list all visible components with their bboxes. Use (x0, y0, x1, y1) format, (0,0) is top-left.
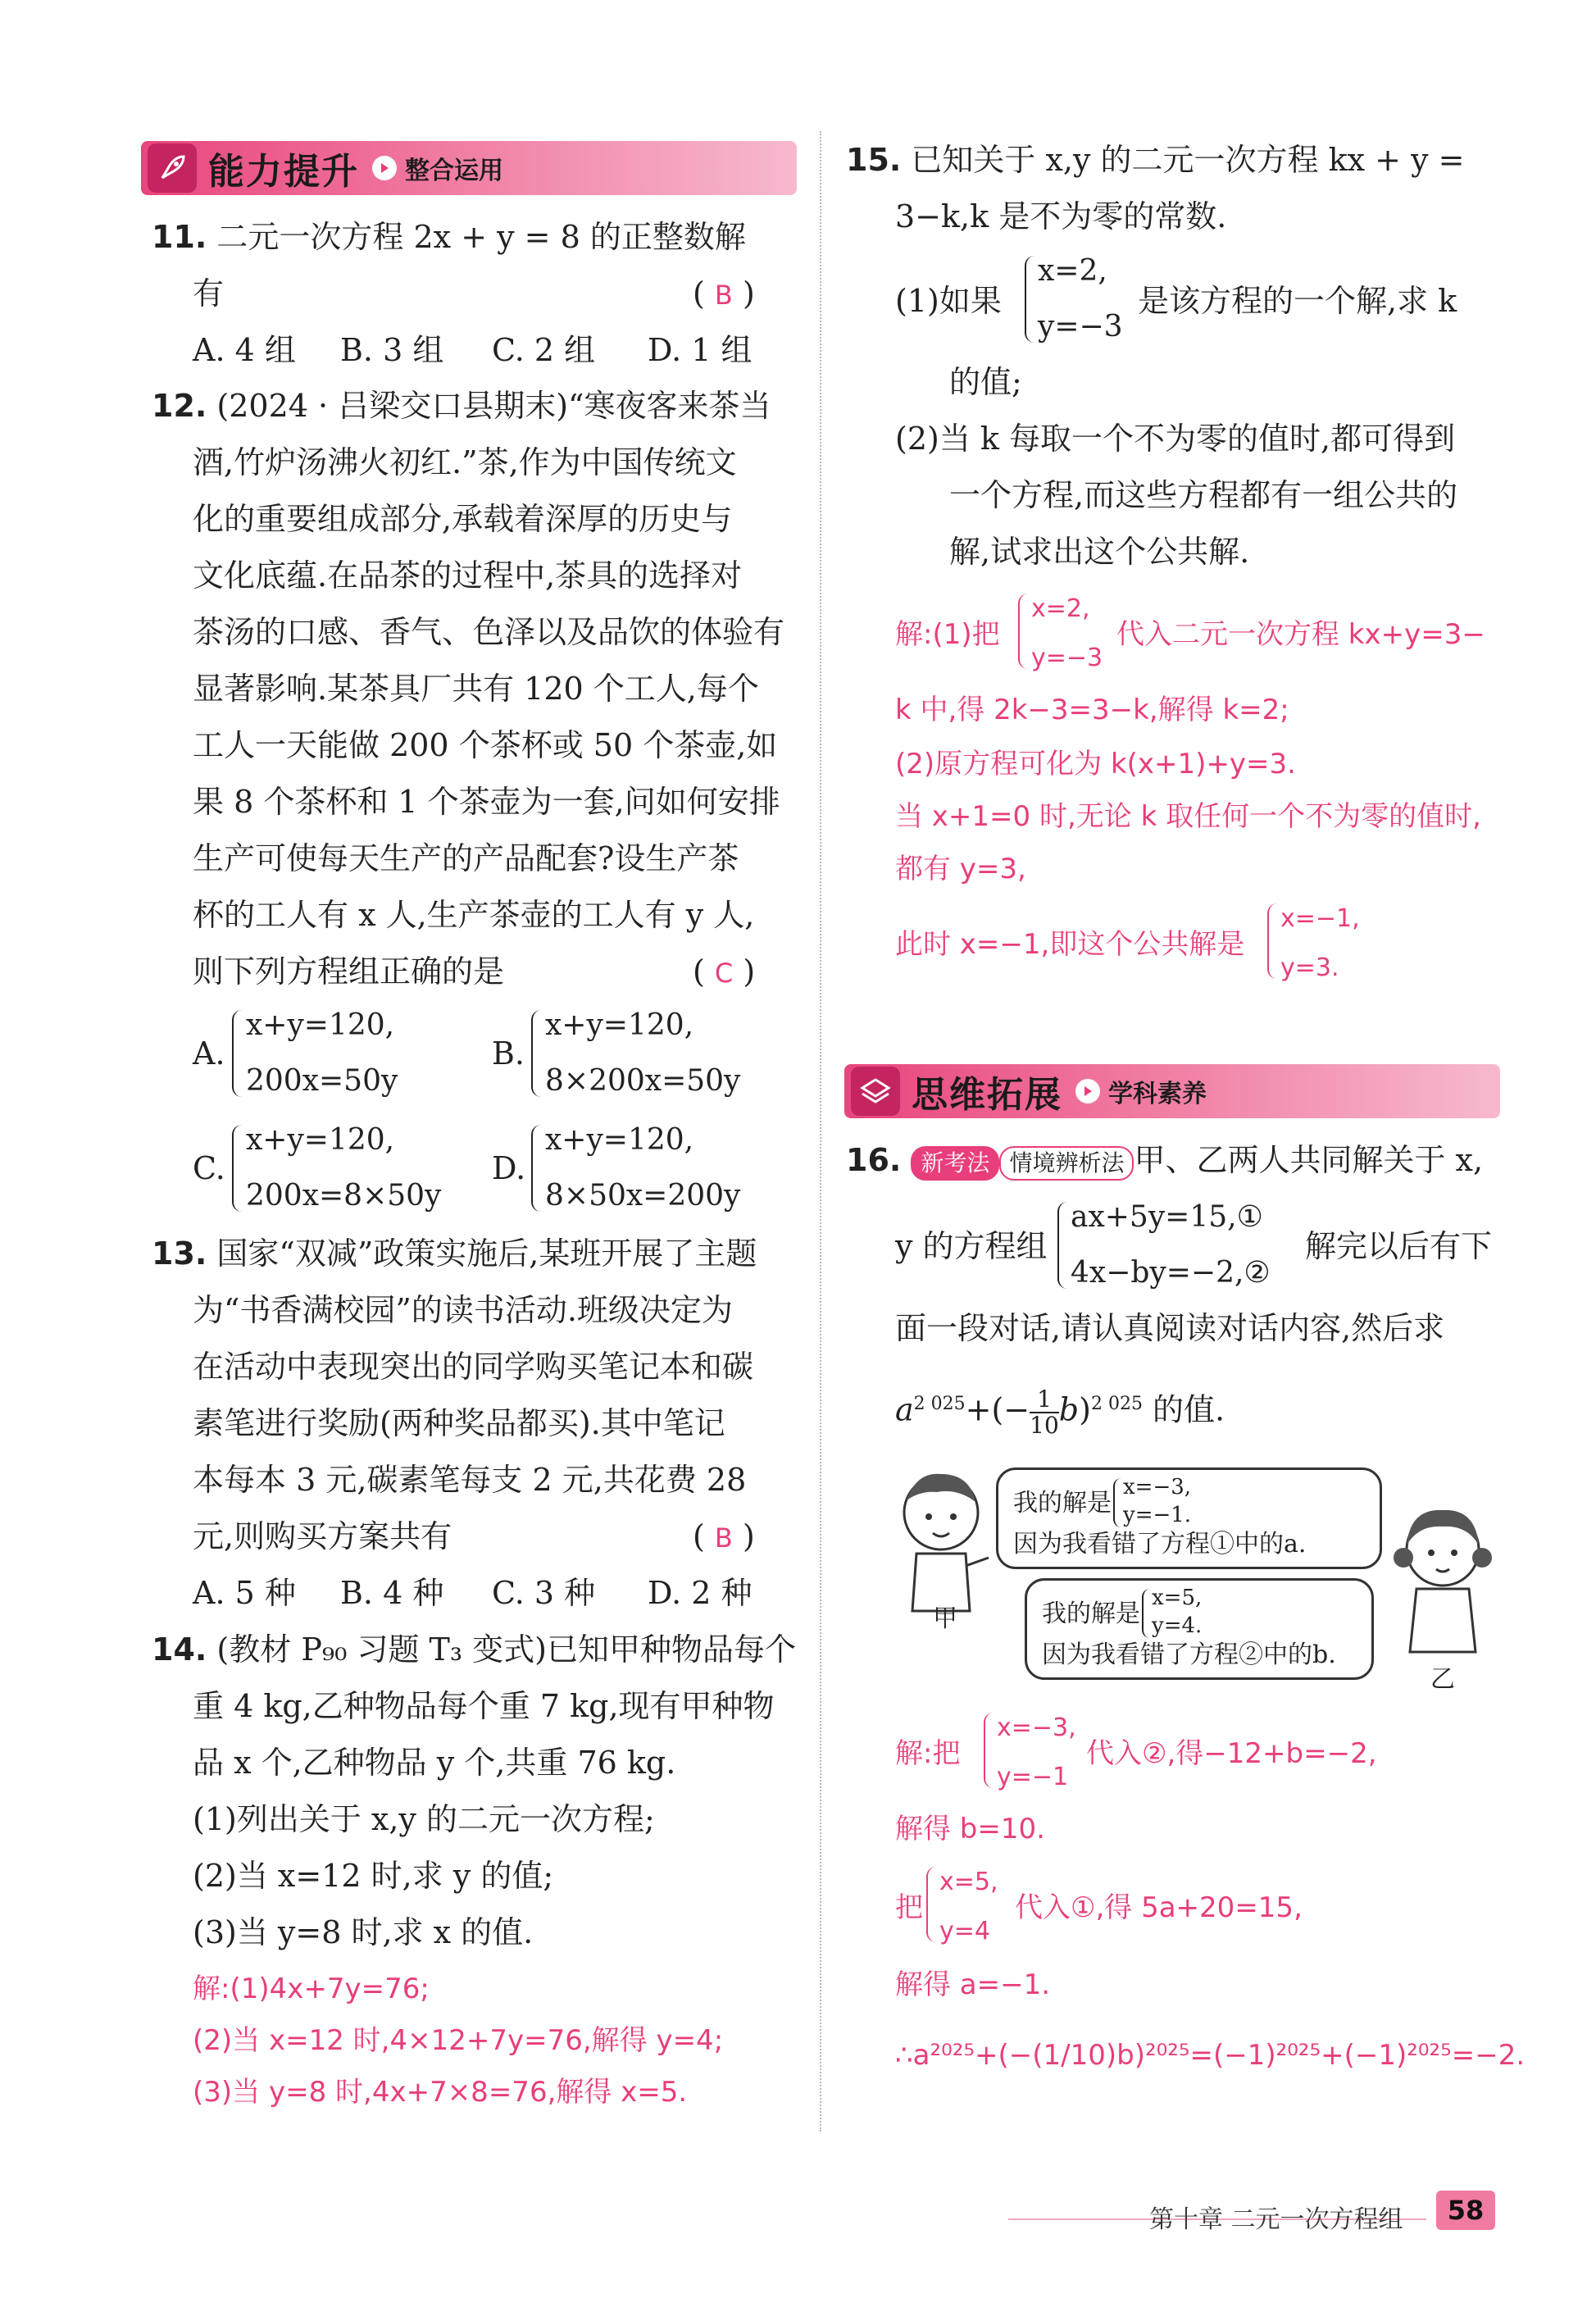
brace (1267, 903, 1277, 979)
q14-solution-line: (2)当 x=12 时,4×12+7y=76,解得 y=4; (193, 2024, 724, 2057)
brace (232, 1010, 242, 1097)
page-number: 58 (1436, 2191, 1495, 2230)
q12-line: 茶汤的口感、香气、色泽以及品饮的体验有 (193, 614, 785, 650)
q12-line: 化的重要组成部分,承载着深厚的历史与 (193, 501, 733, 537)
q14-line: 品 x 个,乙种物品 y 个,共重 76 kg. (193, 1745, 676, 1781)
q14-number: 14. (152, 1631, 207, 1668)
q12-option-d-label: D. (492, 1150, 526, 1186)
q16-expression: $a^{2 025}+(-$ $\frac{1}{10}$ b)$^{2 025}$ 的值. (895, 1386, 1225, 1440)
q15-solution-eq1: x=2, (1031, 594, 1090, 623)
q12-line: 工人一天能做 200 个茶杯或 50 个茶壶,如 (193, 727, 778, 763)
q15-part1-prefix: (1)如果 (895, 283, 1002, 319)
brace (1018, 594, 1028, 669)
q12-option-b-label: B. (492, 1035, 525, 1072)
q11-answer-bracket: ( B ) (693, 275, 755, 312)
section-title: 能力提升 (208, 151, 359, 193)
q15-number: 15. (846, 142, 902, 178)
q12-option-d-eq2: 8×50x=200y (545, 1179, 741, 1213)
q12-option-c-eq1: x+y=120, (246, 1123, 395, 1157)
brace (1057, 1202, 1067, 1289)
q15-part1-suffix: 是该方程的一个解,求 k (1138, 283, 1457, 319)
tag-situation: 情境辨析法 (999, 1146, 1134, 1181)
q12-option-c-label: C. (193, 1150, 225, 1186)
speaker-label-yi: 乙 (1430, 1665, 1455, 1694)
q16-solution-prefix: 把 (895, 1891, 923, 1924)
section-subtitle: 学科素养 (1108, 1080, 1207, 1108)
q15-solution-suffix: 代入二元一次方程 kx+y=3− (1116, 618, 1485, 651)
q13-option-a: A. 5 种 (193, 1575, 296, 1611)
q15-part2-line: 一个方程,而这些方程都有一组公共的 (949, 477, 1458, 513)
q11-option-d: D. 1 组 (648, 332, 753, 368)
q14-line: (3)当 y=8 时,求 x 的值. (193, 1914, 534, 1950)
q12-option-a-eq1: x+y=120, (246, 1008, 395, 1042)
q12-line: 显著影响.某茶具厂共有 120 个工人,每个 (193, 671, 759, 707)
q12-number: 12. (152, 388, 207, 424)
q16-solution-eq2: y=−1 (997, 1763, 1069, 1791)
brace (984, 1713, 994, 1788)
q13-line: 本每本 3 元,碳素笔每支 2 元,共花费 28 (193, 1462, 747, 1498)
q11-option-a: A. 4 组 (193, 332, 296, 368)
q12-option-d-eq1: x+y=120, (545, 1123, 694, 1157)
q15-part1-line2: 的值; (949, 364, 1022, 400)
q11-line1: 11. 二元一次方程 2x + y = 8 的正整数解 (152, 219, 746, 255)
q12-option-b-eq2: 8×200x=50y (545, 1064, 741, 1098)
q13-option-c: C. 3 种 (492, 1575, 596, 1611)
q16-solution-suffix: 代入①,得 5a+20=15, (1015, 1891, 1303, 1924)
q15-solution-eq2: y=−3 (1031, 644, 1103, 672)
q15-part1-eq1: x=2, (1038, 254, 1107, 288)
q16-system-eq1: ax+5y=15,① (1071, 1200, 1263, 1234)
q16-solution-line: 解得 a=−1. (895, 1968, 1051, 2001)
speech-bubble-jia: 我的解是 x=−3, y=−1. 因为我看错了方程①中的a. (996, 1468, 1382, 1569)
q13-option-d: D. 2 种 (648, 1575, 753, 1611)
q16-number: 16. (846, 1142, 902, 1178)
brace (232, 1125, 242, 1212)
q12-answer-bracket: ( C ) (693, 953, 756, 990)
q13-answer: B (714, 1522, 733, 1554)
q14-solution-line: (3)当 y=8 时,4x+7×8=76,解得 x=5. (193, 2076, 688, 2109)
q15-part2-line: (2)当 k 每取一个不为零的值时,都可得到 (895, 421, 1456, 457)
play-icon (1075, 1079, 1100, 1103)
q12-option-b-eq1: x+y=120, (545, 1008, 694, 1042)
q13-number: 13. (152, 1235, 207, 1272)
q12-option-a-eq2: 200x=50y (246, 1064, 398, 1098)
q12-line: 杯的工人有 x 人,生产茶壶的工人有 y 人, (193, 897, 755, 933)
q16-solution-eq1: x=5, (939, 1868, 998, 1896)
layers-icon (851, 1067, 900, 1116)
speech-bubble-yi: 我的解是 x=5, y=4. 因为我看错了方程②中的b. (1025, 1578, 1374, 1680)
q11-option-c: C. 2 组 (492, 332, 596, 368)
girl-figure (1394, 1500, 1492, 1664)
q15-line1: 15. 已知关于 x,y 的二元一次方程 kx + y = (846, 142, 1465, 178)
q15-solution-prefix: 解:(1)把 (895, 618, 1000, 651)
column-divider (820, 131, 821, 2132)
q12-line: 酒,竹炉汤沸火初红.”茶,作为中国传统文 (193, 444, 737, 480)
brace (926, 1867, 936, 1942)
footer-chapter: 第十章 二元一次方程组 (1149, 2205, 1403, 2234)
brace (1142, 1589, 1150, 1638)
q15-solution-last-prefix: 此时 x=−1,即这个公共解是 (895, 928, 1245, 961)
q12-line: 12. (2024 · 吕梁交口县期末)“寒夜客来茶当 (152, 388, 771, 424)
q11-answer: B (714, 280, 733, 311)
section-title: 思维拓展 (912, 1074, 1062, 1116)
q15-solution-line: 都有 y=3, (895, 853, 1026, 885)
q12-line: 果 8 个茶杯和 1 个茶壶为一套,问如何安排 (193, 784, 780, 820)
brace (1113, 1478, 1121, 1527)
section-banner-ability (141, 141, 797, 195)
q12-line: 生产可使每天生产的产品配套?设生产茶 (193, 840, 739, 876)
q16-solution-line: 解得 b=10. (895, 1813, 1045, 1845)
q13-line: 在活动中表现突出的同学购买笔记本和碳 (193, 1349, 754, 1385)
q12-line: 文化底蕴.在品茶的过程中,茶具的选择对 (193, 557, 743, 594)
q15-line2: 3−k,k 是不为零的常数. (895, 198, 1227, 234)
q14-line: 14. (教材 P₉₀ 习题 T₃ 变式)已知甲种物品每个 (152, 1631, 797, 1668)
q12-line: 则下列方程组正确的是 (193, 953, 505, 990)
q15-solution-last-eq1: x=−1, (1280, 904, 1360, 933)
q14-solution-line: 解:(1)4x+7y=76; (193, 1973, 430, 2005)
section-banner-thinking (844, 1064, 1500, 1118)
speaker-label-jia: 甲 (933, 1604, 957, 1633)
q11-option-b: B. 3 组 (340, 332, 444, 368)
q16-solution-suffix: 代入②,得−12+b=−2, (1086, 1737, 1377, 1770)
q13-line: 为“书香满校园”的读书活动.班级决定为 (193, 1292, 733, 1328)
tag-new-method: 新考法 (911, 1146, 999, 1181)
q12-option-c-eq2: 200x=8×50y (246, 1179, 442, 1213)
q15-part2-line: 解,试求出这个公共解. (949, 534, 1250, 570)
brace (1025, 256, 1034, 343)
brace (531, 1010, 541, 1097)
q14-line: 重 4 kg,乙种物品每个重 7 kg,现有甲种物 (193, 1688, 775, 1724)
q15-solution-line: 当 x+1=0 时,无论 k 取任何一个不为零的值时, (895, 800, 1481, 833)
q15-solution-last-eq2: y=3. (1280, 953, 1339, 982)
q13-line: 素笔进行奖励(两种奖品都买).其中笔记 (193, 1405, 725, 1441)
q16-line2-suffix: 解完以后有下 (1305, 1228, 1493, 1264)
q16-solution-prefix: 解:把 (895, 1737, 961, 1770)
q13-line: 13. 国家“双减”政策实施后,某班开展了主题 (152, 1235, 757, 1272)
q15-part1-eq2: y=−3 (1038, 310, 1123, 344)
q12-answer: C (714, 958, 734, 989)
q13-option-b: B. 4 种 (340, 1575, 444, 1611)
q11-number: 11. (152, 219, 207, 255)
q12-option-a-label: A. (193, 1035, 225, 1072)
brace (531, 1125, 541, 1212)
play-icon (372, 156, 397, 180)
q16-line2-prefix: y 的方程组 (895, 1228, 1048, 1264)
q16-line1: 16. 新考法 情境辨析法 甲、乙两人共同解关于 x, (846, 1141, 1483, 1181)
q16-line3: 面一段对话,请认真阅读对话内容,然后求 (895, 1310, 1445, 1346)
q16-system-eq2: 4x−by=−2,② (1071, 1256, 1271, 1290)
q14-line: (2)当 x=12 时,求 y 的值; (193, 1858, 554, 1894)
q15-solution-line: k 中,得 2k−3=3−k,解得 k=2; (895, 694, 1289, 726)
q11-line2: 有 (193, 275, 225, 312)
rocket-icon (148, 143, 197, 193)
q15-solution-line: (2)原方程可化为 k(x+1)+y=3. (895, 748, 1296, 780)
q13-line: 元,则购买方案共有 (193, 1518, 452, 1554)
q16-solution-eq1: x=−3, (997, 1713, 1076, 1742)
q16-solution-eq2: y=4 (939, 1917, 990, 1945)
section-subtitle: 整合运用 (405, 157, 503, 185)
q13-answer-bracket: ( B ) (693, 1518, 755, 1554)
q14-line: (1)列出关于 x,y 的二元一次方程; (193, 1801, 655, 1837)
q16-solution-final: ∴a²⁰²⁵+(−(1/10)b)²⁰²⁵=(−1)²⁰²⁵+(−1)²⁰²⁵=−2. (895, 2039, 1526, 2072)
